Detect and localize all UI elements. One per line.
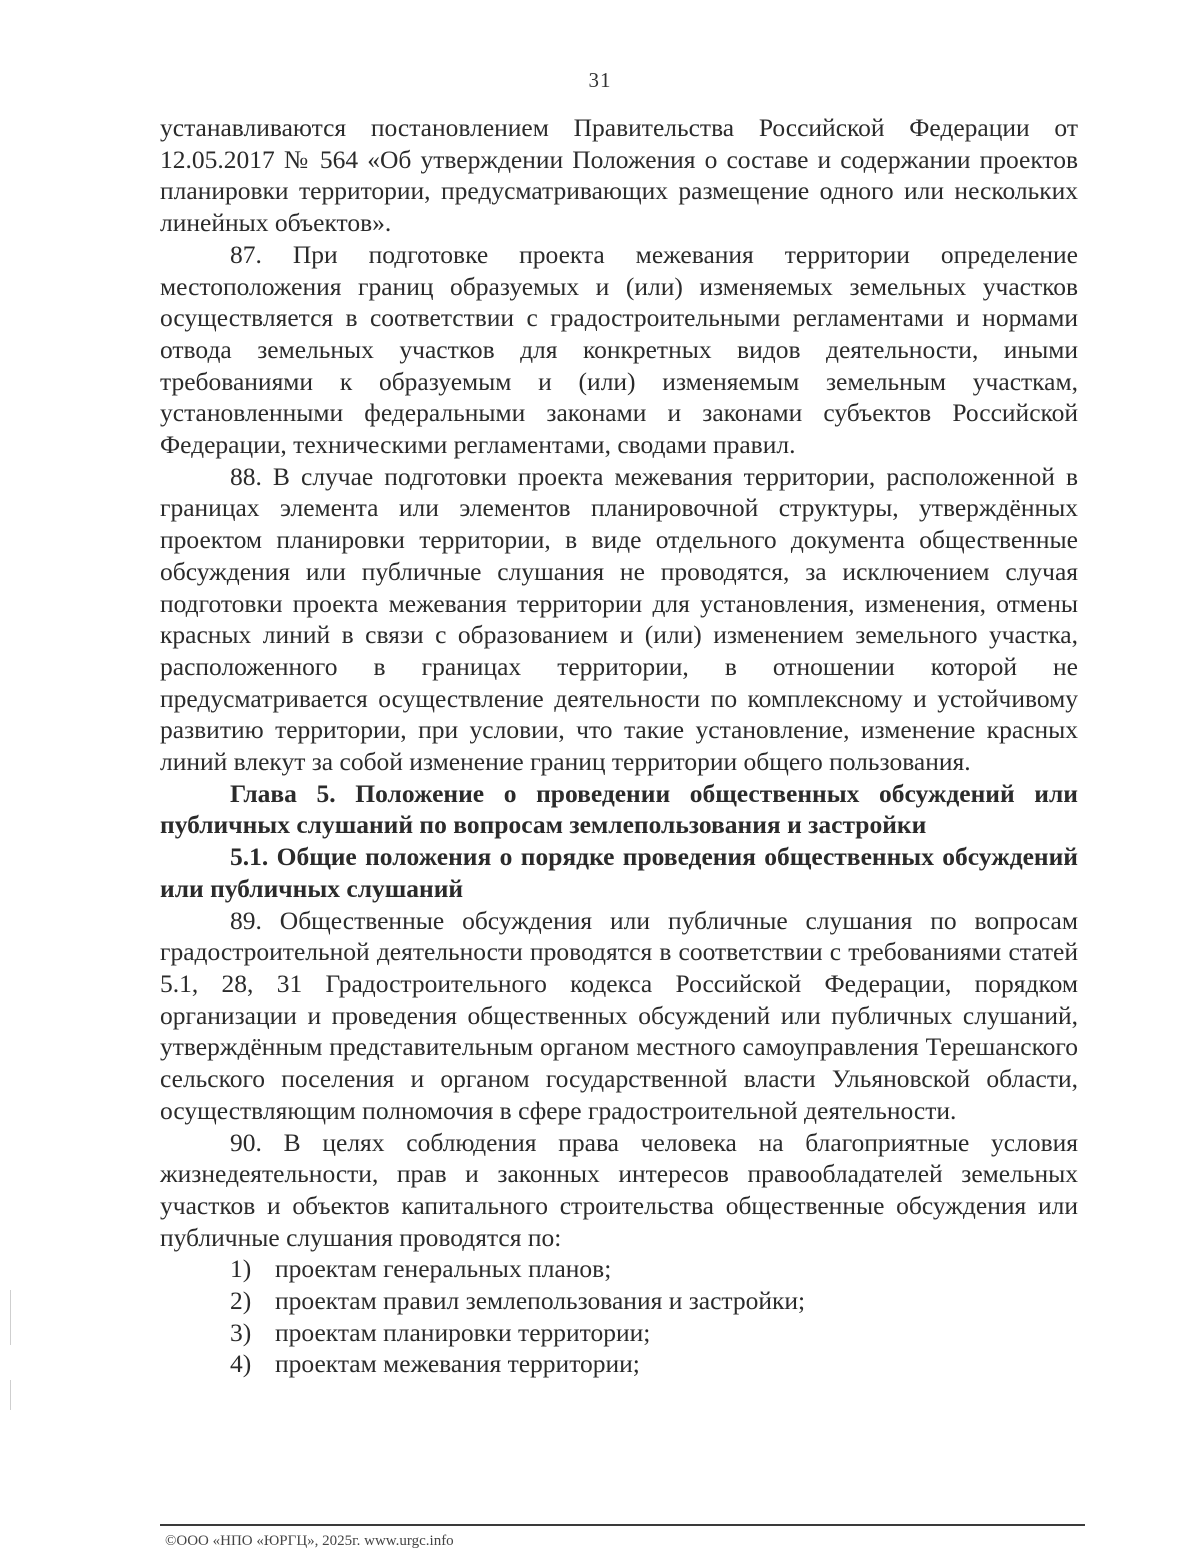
list-item-number: 1) (230, 1254, 252, 1284)
footer-copyright: ©ООО «НПО «ЮРГЦ», 2025г. www.urgc.info (165, 1533, 454, 1549)
paragraph-89: 89. Общественные обсуждения или публичные слушания по вопросам градостроительной деятельности проводятся в соответствии с требованиями статей 5.1, 28, 31 Градостроительного кодекса Российской Федерации, порядком организации и проведения общественных обсуждений или публичных слушаний, утверждённым представительным органом местного самоуправления Терешанского сельского поселения и органом государственной власти Ульяновской области, осуществляющим полномочия в сфере градостроительной деятельности. (160, 905, 1078, 1125)
scan-artifact (10, 1380, 11, 1410)
paragraph-88: 88. В случае подготовки проекта межевания территории, расположенной в границах элемента или элементов планировочной структуры, утверждённых проектом планировки территории, в виде отдельного документа общественные обсуждения или публичные слушания не проводятся, за исключением случая подготовки проекта межевания территории для установления, изменения, отмены красных линий в связи с образованием и (или) изменением земельного участка, расположенного в границах территории, в отношении которой не предусматривается осуществление деятельности по комплексному и устойчивому развитию территории, при условии, что такие установление, изменение красных линий влекут за собой изменение границ территории общего пользования. (160, 461, 1078, 777)
footer-divider (160, 1524, 1085, 1526)
paragraph-continuation: устанавливаются постановлением Правительства Российской Федерации от 12.05.2017 № 564 «Об утверждении Положения о составе и содержании проектов планировки территории, предусматривающих размещение одного или нескольких линейных объектов». (160, 113, 1078, 238)
list-item-text: проектам правил землепользования и застройки; (275, 1286, 806, 1316)
section-heading: 5.1. Общие положения о порядке проведения общественных обсуждений или публичных слушаний (160, 842, 1078, 903)
document-body (160, 112, 1078, 1380)
list-item-number: 4) (230, 1349, 252, 1379)
list-item (160, 1348, 1078, 1380)
list-item-text: проектам планировки территории; (275, 1317, 651, 1347)
chapter-heading: Глава 5. Положение о проведении общественных обсуждений или публичных слушаний по вопросам землепользования и застройки (160, 778, 1078, 840)
scan-artifact (10, 1290, 11, 1345)
list-item (160, 1253, 1078, 1285)
paragraph-90: 90. В целях соблюдения права человека на благоприятные условия жизнедеятельности, прав и законных интересов правообладателей земельных участков и объектов капитального строительства общественные обсуждения или публичные слушания проводятся по: (160, 1127, 1078, 1252)
list-item (160, 1285, 1078, 1317)
list-item-text: проектам межевания территории; (275, 1349, 640, 1379)
paragraph-87: 87. При подготовке проекта межевания территории определение местоположения границ образуемых и (или) изменяемых земельных участков осуществляется в соответствии с градостроительными регламентами и нормами отвода земельных участков для конкретных видов деятельности, иными требованиями к образуемым и (или) изменяемым земельным участкам, установленными федеральными законами и законами субъектов Российской Федерации, техническими регламентами, сводами правил. (160, 239, 1078, 460)
list-item-number: 2) (230, 1286, 252, 1316)
page-number: 31 (588, 68, 612, 92)
list-item-text: проектам генеральных планов; (275, 1254, 612, 1284)
list-item-number: 3) (230, 1317, 252, 1347)
list-item (160, 1317, 1078, 1349)
